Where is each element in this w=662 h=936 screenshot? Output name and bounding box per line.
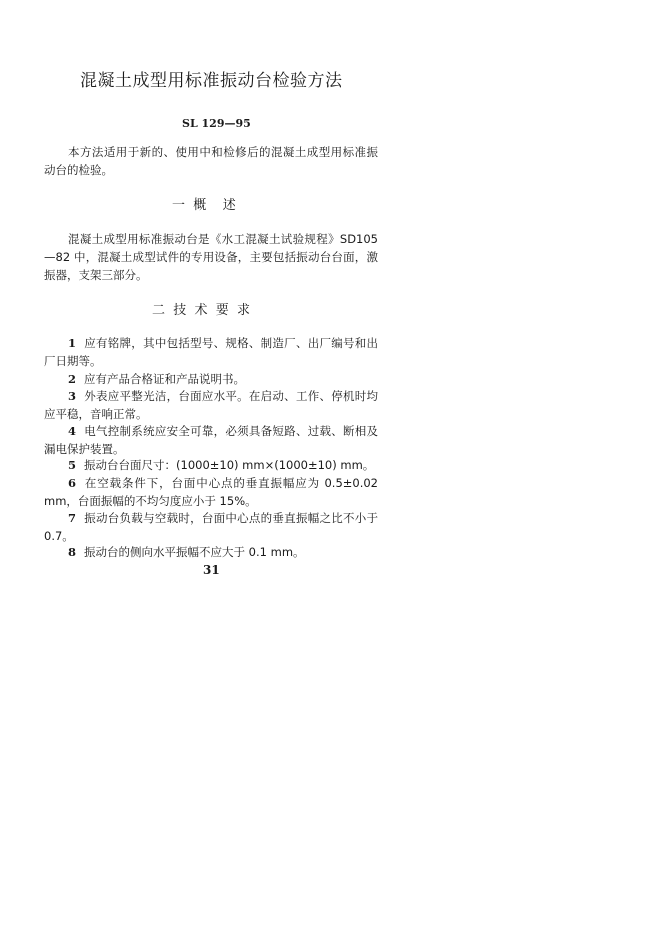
item-number: 3 [68, 389, 77, 403]
item-number: 4 [68, 424, 77, 438]
item-number: 2 [68, 372, 77, 386]
item-number: 7 [68, 511, 77, 525]
item-text: 在空载条件下，台面中心点的垂直振幅应为 0.5±0.02 mm，台面振幅的不均匀度应小于 15%。 [44, 476, 378, 508]
list-item [44, 370, 378, 388]
item-number: 1 [68, 336, 77, 350]
item-number: 5 [68, 458, 77, 472]
list-item [44, 334, 378, 370]
item-text: 振动台台面尺寸：(1000±10) mm×(1000±10) mm。 [84, 458, 375, 472]
item-text: 应有铭牌，其中包括型号、规格、制造厂、出厂编号和出厂日期等。 [44, 336, 378, 368]
list-item [44, 387, 378, 423]
section-heading-overview: 一 概 述 [172, 198, 236, 213]
list-item [44, 509, 378, 545]
list-item [44, 422, 378, 458]
item-text: 外表应平整光洁，台面应水平。在启动、工作、停机时均应平稳，音响正常。 [44, 389, 378, 421]
list-item [44, 474, 378, 510]
standard-code: SL 129—95 [182, 117, 251, 130]
document-title: 混凝土成型用标准振动台检验方法 [80, 71, 343, 91]
item-text: 振动台负载与空载时，台面中心点的垂直振幅之比不小于 0.7。 [44, 511, 378, 543]
section-heading-requirements: 二 技 术 要 求 [152, 303, 251, 318]
item-text: 电气控制系统应安全可靠，必须具备短路、过载、断相及漏电保护装置。 [44, 424, 378, 456]
item-text: 应有产品合格证和产品说明书。 [84, 372, 246, 386]
item-text: 振动台的侧向水平振幅不应大于 0.1 mm。 [84, 545, 305, 559]
list-item [44, 543, 378, 561]
page-number: 31 [203, 563, 220, 577]
overview-paragraph: 混凝土成型用标准振动台是《水工混凝土试验规程》SD105—82 中，混凝土成型试件的专用设备，主要包括振动台台面，激振器，支架三部分。 [44, 232, 378, 282]
item-number: 6 [68, 476, 77, 490]
item-number: 8 [68, 545, 77, 559]
intro-paragraph: 本方法适用于新的、使用中和检修后的混凝土成型用标准振动台的检验。 [44, 145, 378, 177]
list-item [44, 456, 378, 474]
